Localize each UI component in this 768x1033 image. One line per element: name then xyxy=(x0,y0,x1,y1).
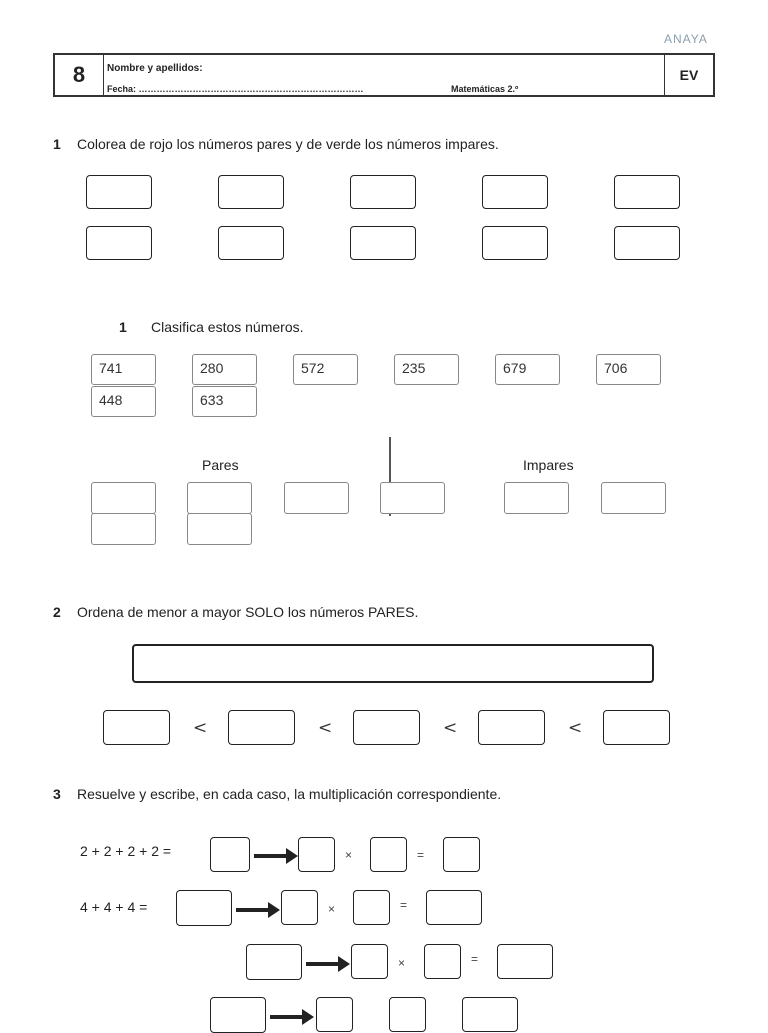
worksheet-header xyxy=(53,53,715,97)
answer-box[interactable] xyxy=(218,226,284,260)
less-than-sign: < xyxy=(193,718,208,738)
question-text: Colorea de rojo los números pares y de verde los números impares. xyxy=(77,136,499,152)
equals-sign: = xyxy=(417,848,425,862)
sum-result-box[interactable] xyxy=(246,944,302,980)
factor-box[interactable] xyxy=(370,837,407,872)
number-box: 280 xyxy=(192,354,257,385)
times-sign: × xyxy=(345,848,353,862)
equals-sign: = xyxy=(400,898,408,912)
arrow-right-icon xyxy=(270,1015,304,1019)
times-sign: × xyxy=(398,956,406,970)
equals-sign: = xyxy=(471,952,479,966)
question-1b xyxy=(119,319,304,335)
arrow-right-icon xyxy=(306,962,340,966)
answer-box[interactable] xyxy=(614,175,680,209)
arrow-right-icon xyxy=(236,908,270,912)
question-2 xyxy=(53,604,418,620)
less-than-sign: < xyxy=(443,718,458,738)
number-box: 741 xyxy=(91,354,156,385)
evaluation-code: EV xyxy=(664,55,713,95)
question-text: Resuelve y escribe, en cada caso, la multiplicación correspondiente. xyxy=(77,786,502,802)
answer-box[interactable] xyxy=(218,175,284,209)
question-number: 3 xyxy=(53,786,61,802)
question-text: Ordena de menor a mayor SOLO los números PARES. xyxy=(77,604,419,620)
name-field-label: Nombre y apellidos: xyxy=(107,63,203,74)
sum-expression: 4 + 4 + 4 = xyxy=(80,899,148,915)
impares-label: Impares xyxy=(523,457,574,473)
numbers-strip-box[interactable] xyxy=(132,644,654,683)
number-box: 633 xyxy=(192,386,257,417)
product-box[interactable] xyxy=(462,997,518,1032)
worksheet-number: 8 xyxy=(55,55,104,95)
less-than-sign: < xyxy=(318,718,333,738)
product-box[interactable] xyxy=(497,944,553,979)
question-text: Clasifica estos números. xyxy=(151,319,304,335)
answer-box[interactable] xyxy=(350,175,416,209)
number-box: 679 xyxy=(495,354,560,385)
number-box: 572 xyxy=(293,354,358,385)
product-box[interactable] xyxy=(426,890,482,925)
order-box[interactable] xyxy=(353,710,420,745)
impares-box[interactable] xyxy=(601,482,666,514)
order-box[interactable] xyxy=(228,710,295,745)
number-box: 448 xyxy=(91,386,156,417)
factor-box[interactable] xyxy=(389,997,426,1032)
answer-box[interactable] xyxy=(86,175,152,209)
question-number: 1 xyxy=(53,136,61,152)
sum-expression: 2 + 2 + 2 + 2 = xyxy=(80,843,172,859)
order-box[interactable] xyxy=(478,710,545,745)
times-sign: × xyxy=(328,902,336,916)
pares-box[interactable] xyxy=(284,482,349,514)
factor-box[interactable] xyxy=(316,997,353,1032)
answer-box[interactable] xyxy=(86,226,152,260)
answer-box[interactable] xyxy=(482,226,548,260)
brand-logo: ANAYA xyxy=(664,32,708,46)
factor-box[interactable] xyxy=(298,837,335,872)
pares-box[interactable] xyxy=(91,513,156,545)
product-box[interactable] xyxy=(443,837,480,872)
less-than-sign: < xyxy=(568,718,583,738)
factor-box[interactable] xyxy=(353,890,390,925)
sum-result-box[interactable] xyxy=(210,997,266,1033)
number-box: 706 xyxy=(596,354,661,385)
factor-box[interactable] xyxy=(351,944,388,979)
question-3 xyxy=(53,786,501,802)
date-field-label: Fecha: ………………………………………………………………… xyxy=(107,84,364,94)
factor-box[interactable] xyxy=(424,944,461,979)
answer-box[interactable] xyxy=(614,226,680,260)
question-number: 2 xyxy=(53,604,61,620)
answer-box[interactable] xyxy=(350,226,416,260)
pares-box[interactable] xyxy=(187,482,252,514)
order-box[interactable] xyxy=(603,710,670,745)
answer-box[interactable] xyxy=(482,175,548,209)
pares-box[interactable] xyxy=(187,513,252,545)
number-box: 235 xyxy=(394,354,459,385)
sum-result-box[interactable] xyxy=(176,890,232,926)
question-1 xyxy=(53,136,499,152)
pares-label: Pares xyxy=(202,457,239,473)
impares-box[interactable] xyxy=(504,482,569,514)
pares-box[interactable] xyxy=(380,482,445,514)
order-box[interactable] xyxy=(103,710,170,745)
pares-box[interactable] xyxy=(91,482,156,514)
sum-result-box[interactable] xyxy=(210,837,250,872)
factor-box[interactable] xyxy=(281,890,318,925)
arrow-right-icon xyxy=(254,854,288,858)
question-number: 1 xyxy=(119,319,127,335)
subject-label: Matemáticas 2.º xyxy=(451,84,519,94)
